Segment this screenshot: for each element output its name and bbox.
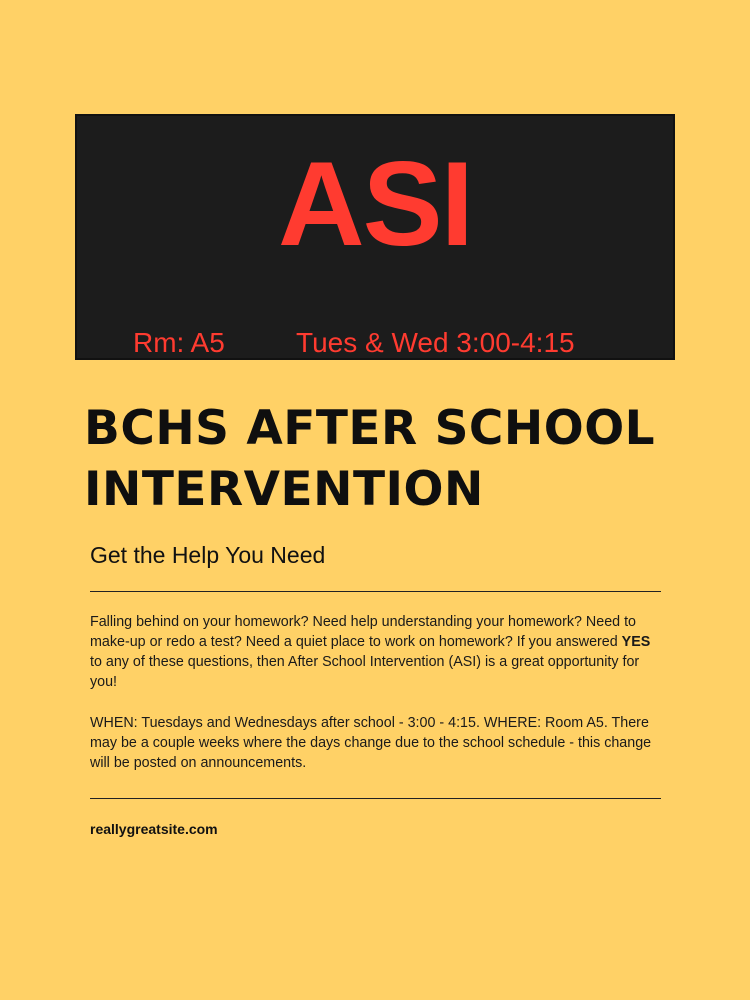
divider-bottom <box>90 798 661 799</box>
page-headline <box>84 398 684 520</box>
room-label: Rm: A5 <box>133 327 225 358</box>
schedule-paragraph: WHEN: Tuesdays and Wednesdays after school - 3:00 - 4:15. WHERE: Room A5. There may be a couple weeks where the days change due to the school schedule - this change will be posted on announcements. <box>90 715 652 771</box>
headline-line-1: BCHS AFTER SCHOOL <box>84 401 656 456</box>
intro-emphasis: YES <box>621 634 651 650</box>
intro-text-end: to any of these questions, then After School Intervention (ASI) is a great opportunity for you! <box>90 654 640 690</box>
intro-text-start: Falling behind on your homework? Need help understanding your homework? Need to make-up or redo a test? Need a quiet place to work on homework? If you answered <box>90 614 636 650</box>
website-link[interactable]: reallygreatsite.com <box>90 821 218 837</box>
schedule-times: Tues & Wed 3:00-4:15 <box>296 327 575 358</box>
subheading: Get the Help You Need <box>90 542 326 568</box>
divider-top <box>90 591 661 592</box>
intro-paragraph <box>90 612 665 692</box>
banner-title: ASI <box>277 137 473 271</box>
headline-line-2: INTERVENTION <box>84 462 484 517</box>
